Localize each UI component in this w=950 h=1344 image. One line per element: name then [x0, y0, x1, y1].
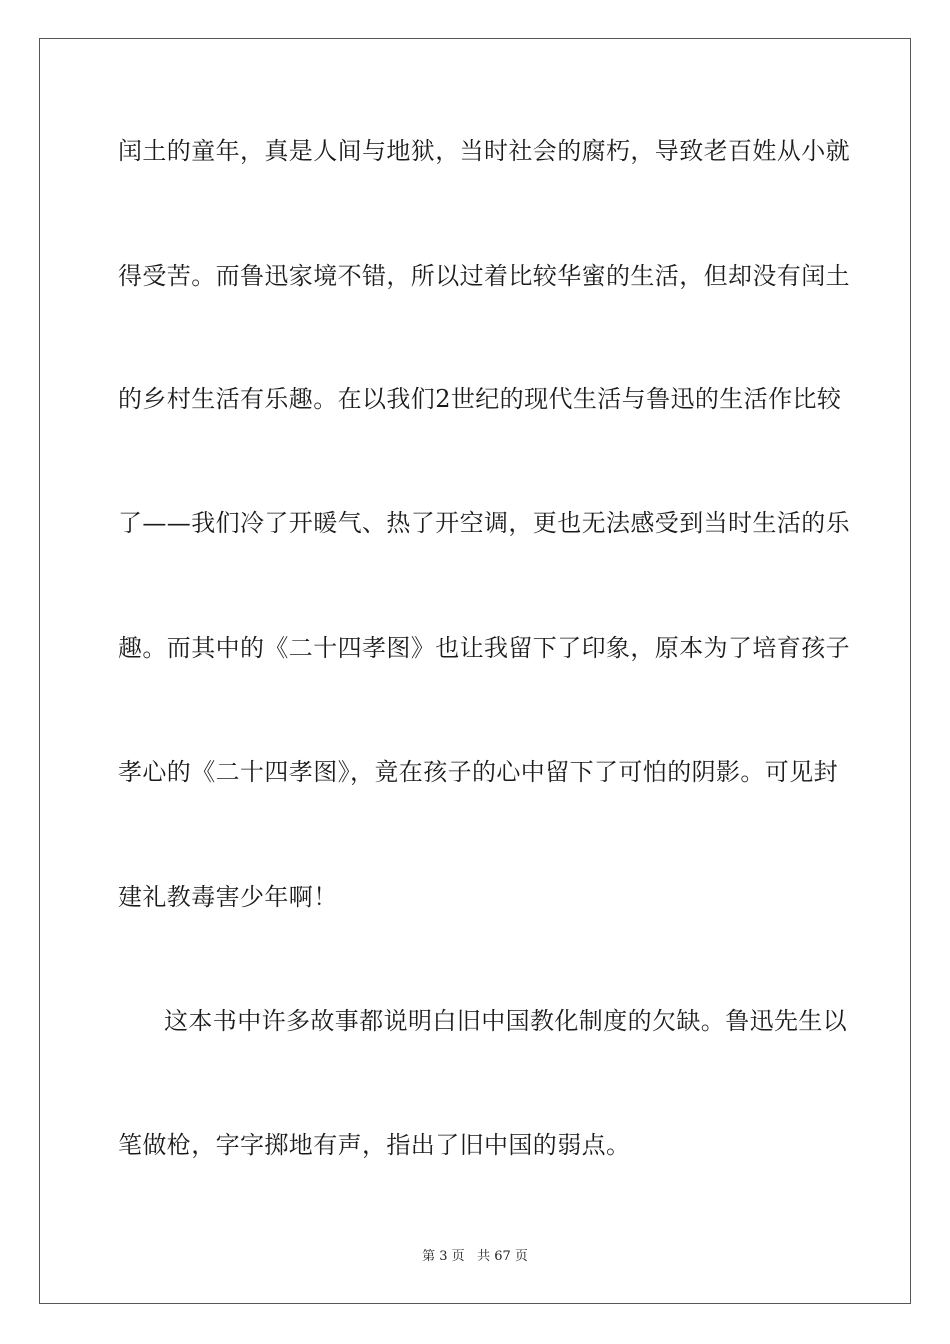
total-pages-indicator: 共 67 页 — [477, 1249, 528, 1264]
paragraph-line-8: 这本书中许多故事都说明白旧中国教化制度的欠缺。鲁迅先生以 — [164, 1007, 848, 1035]
page-border — [39, 38, 911, 1304]
paragraph-line-4: 了——我们冷了开暖气、热了开空调，更也无法感受到当时生活的乐 — [118, 509, 850, 537]
current-page-indicator: 第 3 页 — [422, 1249, 465, 1264]
paragraph-line-2: 得受苦。而鲁迅家境不错，所以过着比较华蜜的生活，但却没有闰土 — [118, 262, 850, 290]
paragraph-line-3: 的乡村生活有乐趣。在以我们2世纪的现代生活与鲁迅的生活作比较 — [118, 385, 842, 413]
paragraph-line-9: 笔做枪，字字掷地有声，指出了旧中国的弱点。 — [118, 1131, 631, 1159]
page-footer — [0, 1248, 950, 1266]
paragraph-line-1: 闰土的童年，真是人间与地狱，当时社会的腐朽，导致老百姓从小就 — [118, 137, 850, 165]
paragraph-line-5: 趣。而其中的《二十四孝图》也让我留下了印象，原本为了培育孩子 — [118, 634, 850, 662]
paragraph-line-6: 孝心的《二十四孝图》，竟在孩子的心中留下了可怕的阴影。可见封 — [118, 758, 838, 786]
paragraph-line-7: 建礼教毒害少年啊！ — [118, 883, 338, 911]
